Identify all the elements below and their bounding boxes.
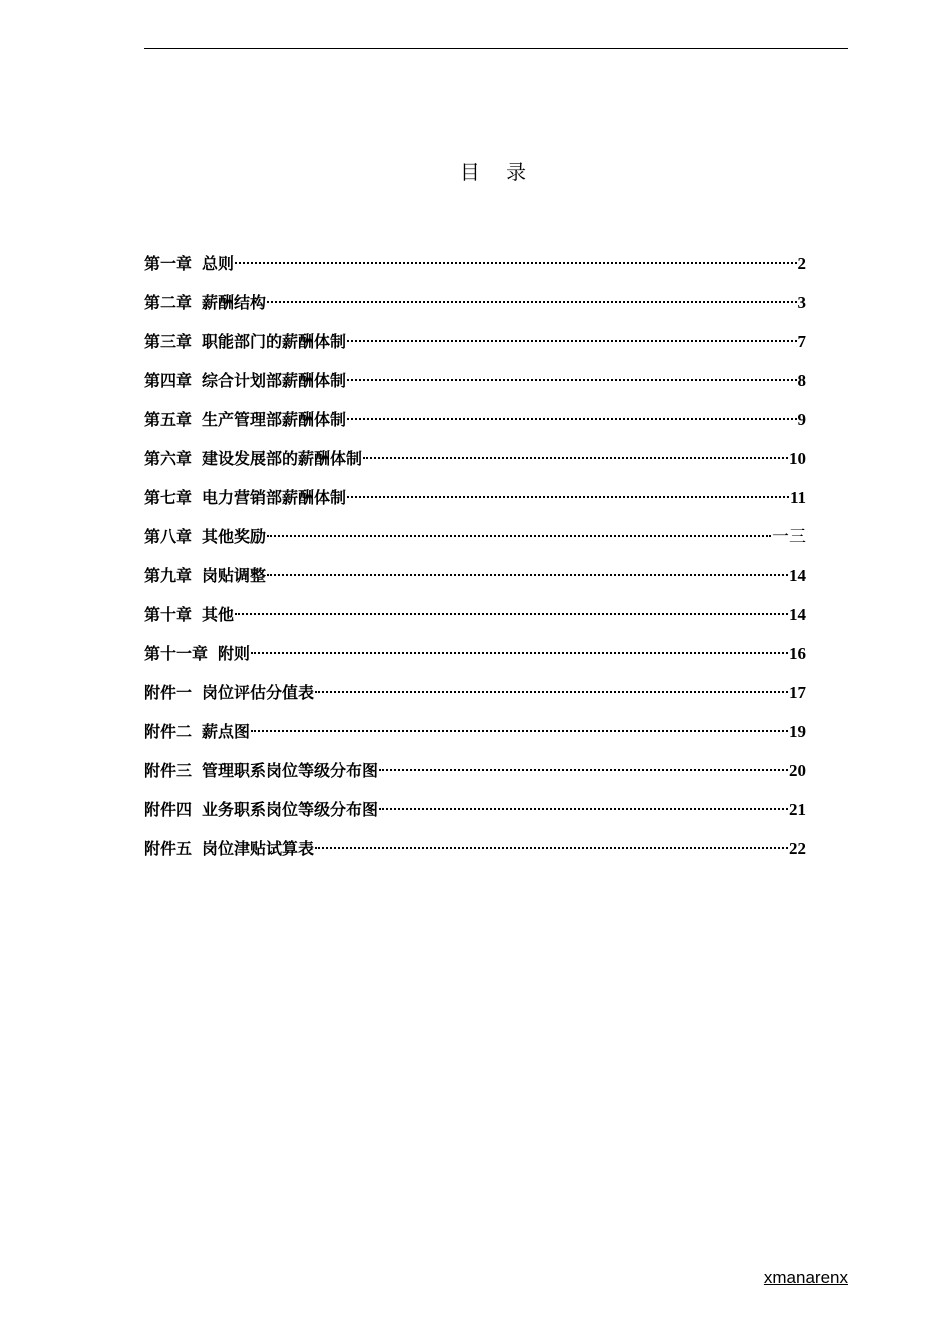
toc-entry[interactable] bbox=[144, 757, 806, 796]
toc-chapter-number: 第九章 bbox=[144, 566, 193, 585]
toc-entry[interactable] bbox=[144, 679, 806, 718]
toc-page-number: 19 bbox=[789, 722, 806, 741]
toc-chapter-title: 岗贴调整 bbox=[202, 566, 267, 585]
toc-entry[interactable] bbox=[144, 445, 806, 484]
toc-chapter-title: 附则 bbox=[218, 644, 251, 663]
toc-chapter-title: 薪酬结构 bbox=[202, 293, 267, 312]
toc-chapter-title: 其他奖励 bbox=[202, 527, 267, 546]
toc-entry[interactable] bbox=[144, 601, 806, 640]
toc-page-number: 16 bbox=[789, 644, 806, 663]
toc-dot-leader bbox=[315, 847, 788, 849]
toc-chapter-title: 薪点图 bbox=[202, 722, 251, 741]
toc-entry[interactable] bbox=[144, 406, 806, 445]
toc-page-number: 8 bbox=[797, 371, 806, 390]
toc-dot-leader bbox=[235, 262, 796, 264]
toc-entry[interactable] bbox=[144, 367, 806, 406]
toc-dot-leader bbox=[267, 535, 771, 537]
toc-page-number: 一三 bbox=[772, 527, 806, 547]
toc-dot-leader bbox=[235, 613, 788, 615]
toc-page-number: 7 bbox=[797, 332, 806, 351]
toc-page-number: 3 bbox=[797, 293, 806, 312]
toc-chapter-title: 综合计划部薪酬体制 bbox=[202, 371, 347, 390]
toc-entry[interactable] bbox=[144, 796, 806, 835]
toc-chapter-number: 附件三 bbox=[144, 761, 193, 780]
toc-dot-leader bbox=[379, 808, 788, 810]
toc-chapter-title: 生产管理部薪酬体制 bbox=[202, 410, 347, 429]
toc-chapter-title: 职能部门的薪酬体制 bbox=[202, 332, 347, 351]
toc-page-number: 21 bbox=[789, 800, 806, 819]
header-rule bbox=[144, 48, 848, 49]
toc-entry[interactable] bbox=[144, 835, 806, 874]
toc-chapter-number: 第十章 bbox=[144, 605, 193, 624]
toc-entry[interactable] bbox=[144, 289, 806, 328]
toc-dot-leader bbox=[379, 769, 788, 771]
toc-chapter-number: 第二章 bbox=[144, 293, 193, 312]
footer-brand: xmanarenx bbox=[763, 1268, 848, 1287]
toc-entry[interactable] bbox=[144, 523, 806, 562]
toc-dot-leader bbox=[251, 652, 788, 654]
toc-entry[interactable] bbox=[144, 250, 806, 289]
toc-chapter-number: 第八章 bbox=[144, 527, 193, 546]
toc-page-number: 14 bbox=[789, 566, 806, 585]
toc-entry[interactable] bbox=[144, 328, 806, 367]
toc-chapter-title: 管理职系岗位等级分布图 bbox=[202, 761, 379, 780]
toc-chapter-number: 附件二 bbox=[144, 722, 193, 741]
toc-page-number: 17 bbox=[789, 683, 806, 702]
toc-dot-leader bbox=[347, 340, 796, 342]
toc-chapter-number: 第七章 bbox=[144, 488, 193, 507]
toc-entry[interactable] bbox=[144, 562, 806, 601]
toc-chapter-title: 其他 bbox=[202, 605, 235, 624]
toc-chapter-title: 岗位评估分值表 bbox=[202, 683, 315, 702]
toc-entry[interactable] bbox=[144, 640, 806, 679]
toc-page-number: 22 bbox=[789, 839, 806, 858]
toc-chapter-number: 附件五 bbox=[144, 839, 193, 858]
toc-chapter-number: 第六章 bbox=[144, 449, 193, 468]
toc-chapter-number: 第十一章 bbox=[144, 644, 209, 663]
toc-chapter-number: 附件四 bbox=[144, 800, 193, 819]
toc-chapter-title: 业务职系岗位等级分布图 bbox=[202, 800, 379, 819]
toc-chapter-title: 建设发展部的薪酬体制 bbox=[202, 449, 363, 468]
toc-page-number: 9 bbox=[797, 410, 806, 429]
toc-entry[interactable] bbox=[144, 484, 806, 523]
toc-dot-leader bbox=[315, 691, 788, 693]
toc-chapter-title: 岗位津贴试算表 bbox=[202, 839, 315, 858]
toc-page-number: 11 bbox=[789, 488, 806, 507]
table-of-contents bbox=[144, 250, 806, 874]
toc-page-number: 10 bbox=[789, 449, 806, 468]
toc-page-number: 2 bbox=[797, 254, 806, 273]
toc-dot-leader bbox=[251, 730, 788, 732]
toc-chapter-title: 电力营销部薪酬体制 bbox=[202, 488, 347, 507]
toc-entry[interactable] bbox=[144, 718, 806, 757]
toc-chapter-title: 总则 bbox=[202, 254, 235, 273]
toc-chapter-number: 第三章 bbox=[144, 332, 193, 351]
toc-chapter-number: 附件一 bbox=[144, 683, 193, 702]
page-title: 目 录 bbox=[459, 160, 537, 184]
toc-chapter-number: 第五章 bbox=[144, 410, 193, 429]
toc-page-number: 20 bbox=[789, 761, 806, 780]
toc-chapter-number: 第一章 bbox=[144, 254, 193, 273]
toc-chapter-number: 第四章 bbox=[144, 371, 193, 390]
toc-dot-leader bbox=[347, 496, 789, 498]
toc-dot-leader bbox=[267, 574, 788, 576]
toc-dot-leader bbox=[363, 457, 788, 459]
toc-dot-leader bbox=[347, 379, 796, 381]
toc-dot-leader bbox=[347, 418, 796, 420]
toc-dot-leader bbox=[267, 301, 796, 303]
toc-page-number: 14 bbox=[789, 605, 806, 624]
